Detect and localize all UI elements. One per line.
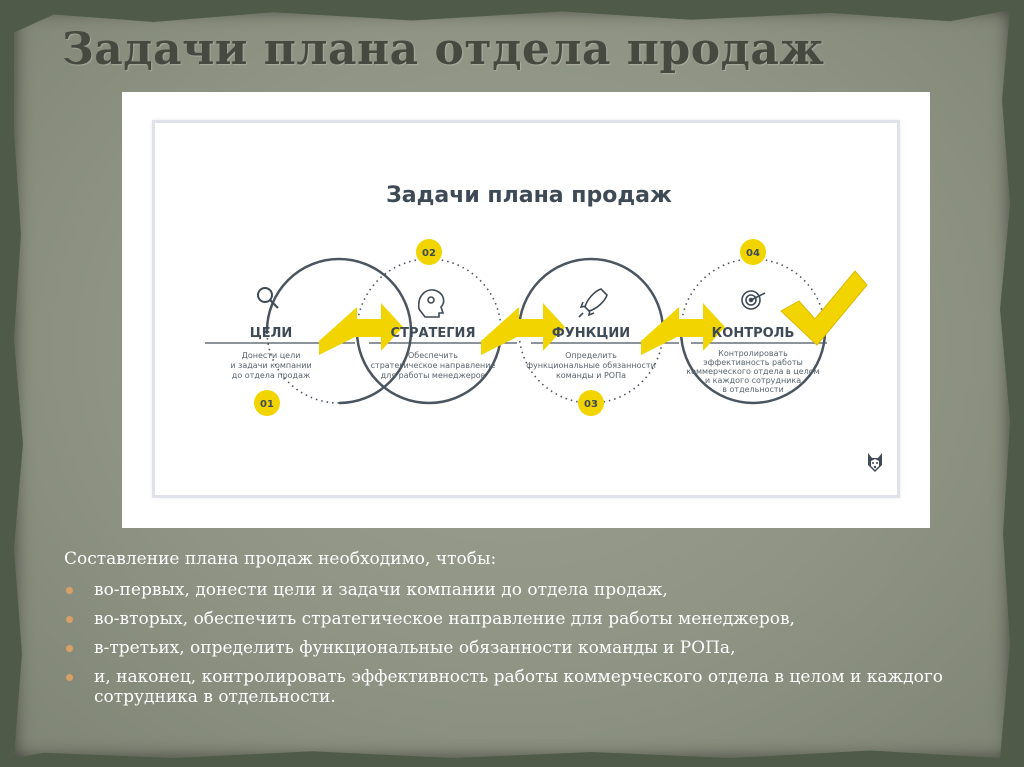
step-4-label: КОНТРОЛЬ xyxy=(711,326,795,341)
diagram-card xyxy=(152,120,900,498)
bullet-item xyxy=(64,580,964,600)
step-4-text-line-3: коммерческого отдела в целом xyxy=(686,367,820,376)
step-4-text-line-1: Контролировать xyxy=(718,349,788,358)
step-4-text-line-5: в отдельности xyxy=(722,385,784,394)
bullet-item xyxy=(64,638,964,658)
badge-01-label: 01 xyxy=(260,399,274,410)
target-icon xyxy=(742,291,765,309)
step-1-label: ЦЕЛИ xyxy=(249,326,293,341)
step-1-text-line-2: и задачи компании xyxy=(230,361,312,370)
badge-01 xyxy=(254,390,280,416)
bullet-text: во-вторых, обеспечить стратегическое направление для работы менеджеров, xyxy=(94,609,795,629)
bullet-dot-icon xyxy=(66,616,73,623)
step-3-text-line-3: команды и РОПа xyxy=(555,371,627,380)
bullet-text: и, наконец, контролировать эффективность работы коммерческого отдела в целом и каждого сотрудника в отдельности. xyxy=(94,667,944,707)
slide-body xyxy=(64,548,964,716)
bullet-item xyxy=(64,667,964,707)
rocket-icon xyxy=(579,289,607,317)
step-3-text-line-1: Определить xyxy=(565,351,617,360)
step-3-text-line-2: функциональные обязанности xyxy=(526,361,656,370)
bullet-dot-icon xyxy=(66,587,73,594)
step-2-text-line-2: стратегическое направление xyxy=(370,361,496,370)
bullet-dot-icon xyxy=(66,645,73,652)
bullet-dot-icon xyxy=(66,674,73,681)
step-2-label: СТРАТЕГИЯ xyxy=(390,326,476,341)
slide-title: Задачи плана отдела продаж xyxy=(62,24,825,75)
step-2-text-line-3: для работы менеджеров xyxy=(380,371,486,380)
step-4-text-line-2: эффективность работы xyxy=(703,358,803,367)
bullet-list xyxy=(64,580,964,707)
steps-diagram xyxy=(155,123,903,501)
badge-03-label: 03 xyxy=(584,399,598,410)
step-1-text-line-3: до отдела продаж xyxy=(231,371,311,380)
badge-03 xyxy=(578,390,604,416)
badge-04-label: 04 xyxy=(746,248,760,259)
badge-02-label: 02 xyxy=(422,248,436,259)
husky-logo-icon xyxy=(866,451,884,473)
step-4-text-line-4: и каждого сотрудника xyxy=(704,376,802,385)
bullet-text: во-первых, донести цели и задачи компании до отдела продаж, xyxy=(94,580,668,600)
step-3-label: ФУНКЦИИ xyxy=(551,326,631,341)
bullet-text: в-третьих, определить функциональные обязанности команды и РОПа, xyxy=(94,638,736,658)
bullet-item xyxy=(64,609,964,629)
intro-text: Составление плана продаж необходимо, чтобы: xyxy=(64,549,497,569)
step-1-text-line-1: Донести цели xyxy=(241,351,301,360)
badge-02 xyxy=(416,239,442,265)
diagram-frame xyxy=(122,92,930,528)
badge-04 xyxy=(740,239,766,265)
step-2-text-line-1: Обеспечить xyxy=(407,351,459,360)
head-gears-icon xyxy=(419,290,444,317)
diagram-title: Задачи плана продаж xyxy=(386,183,672,208)
